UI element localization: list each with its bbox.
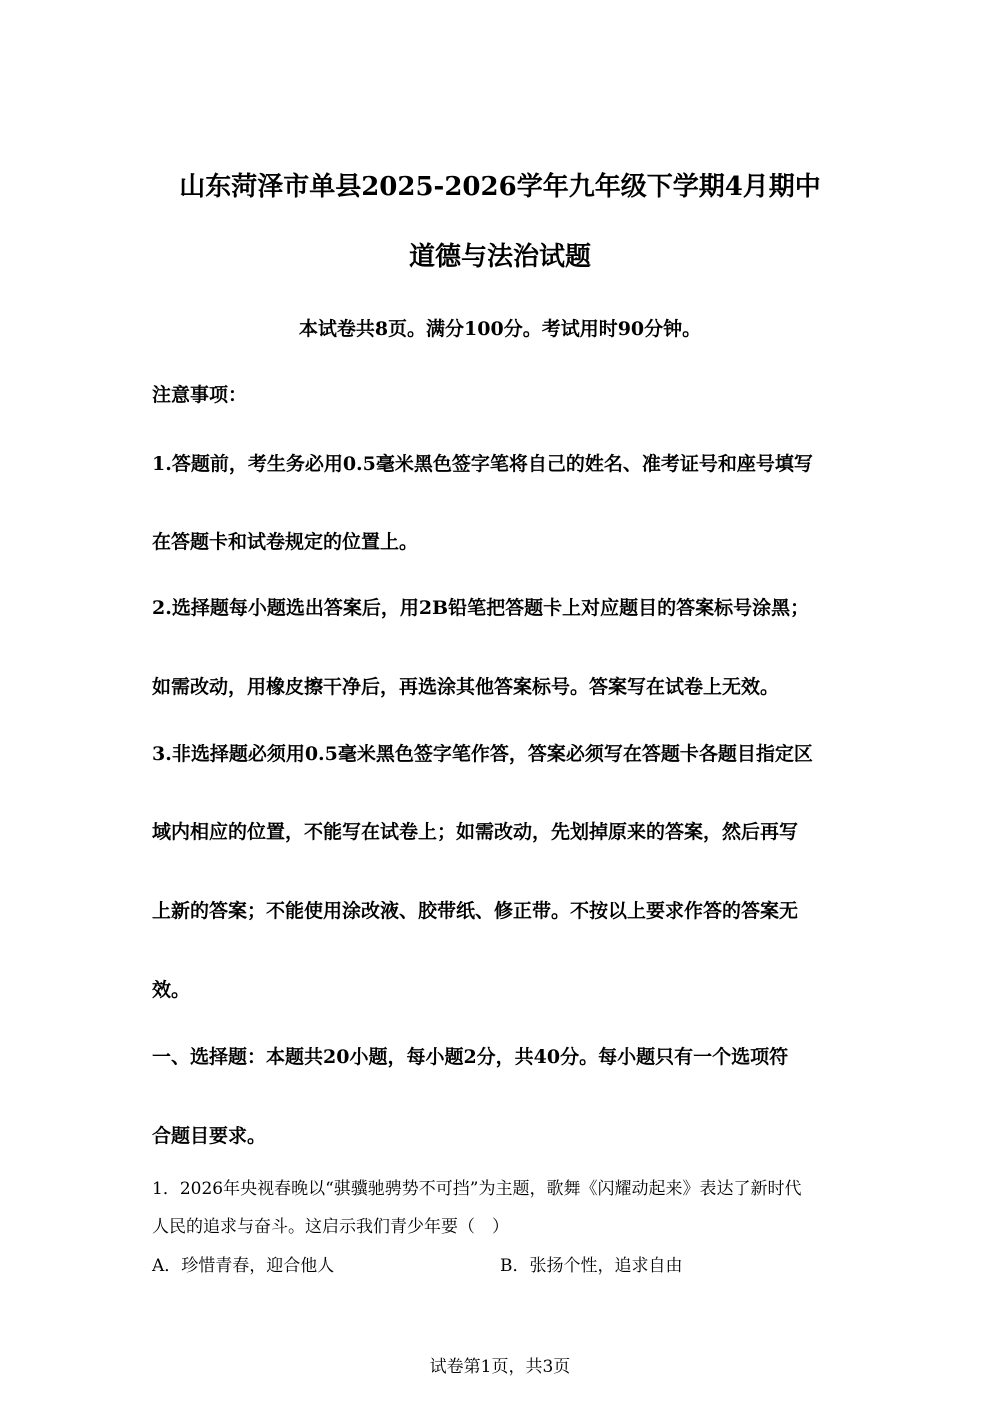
notice-line: 如需改动，用橡皮擦干净后，再选涂其他答案标号。答案写在试卷上无效。 [152, 676, 780, 698]
exam-title-line1: 山东菏泽市单县2025-2026学年九年级下学期4月期中 [179, 172, 821, 202]
question-stem-line1: 1．2026年央视春晚以“骐骥驰骋势不可挡”为主题，歌舞《闪耀动起来》表达了新时代 [152, 1179, 802, 1199]
section-heading-line2: 合题目要求。 [152, 1125, 267, 1147]
notice-line: 上新的答案；不能使用涂改液、胶带纸、修正带。不按以上要求作答的答案无 [152, 900, 799, 922]
notice-line: 域内相应的位置，不能写在试卷上；如需改动，先划掉原来的答案，然后再写 [152, 821, 799, 843]
notice-line: 在答题卡和试卷规定的位置上。 [152, 531, 419, 553]
notice-line: 3.非选择题必须用0.5毫米黑色签字笔作答，答案必须写在答题卡各题目指定区 [152, 743, 813, 765]
notice-heading: 注意事项： [152, 384, 248, 406]
notice-line: 1.答题前，考生务必用0.5毫米黑色签字笔将自己的姓名、准考证号和座号填写 [152, 453, 813, 475]
page-footer: 试卷第1页，共3页 [429, 1357, 571, 1377]
exam-title-line2: 道德与法治试题 [408, 242, 591, 272]
exam-info: 本试卷共8页。满分100分。考试用时90分钟。 [298, 318, 702, 340]
question-stem-line2: 人民的追求与奋斗。这启示我们青少年要（ ） [152, 1217, 509, 1237]
notice-line: 效。 [152, 979, 191, 1001]
option-b: B．张扬个性，追求自由 [500, 1256, 683, 1276]
section-heading-line1: 一、选择题：本题共20小题，每小题2分，共40分。每小题只有一个选项符 [152, 1046, 789, 1068]
option-a: A．珍惜青春，迎合他人 [152, 1256, 335, 1276]
notice-line: 2.选择题每小题选出答案后，用2B铅笔把答题卡上对应题目的答案标号涂黑； [152, 597, 810, 619]
